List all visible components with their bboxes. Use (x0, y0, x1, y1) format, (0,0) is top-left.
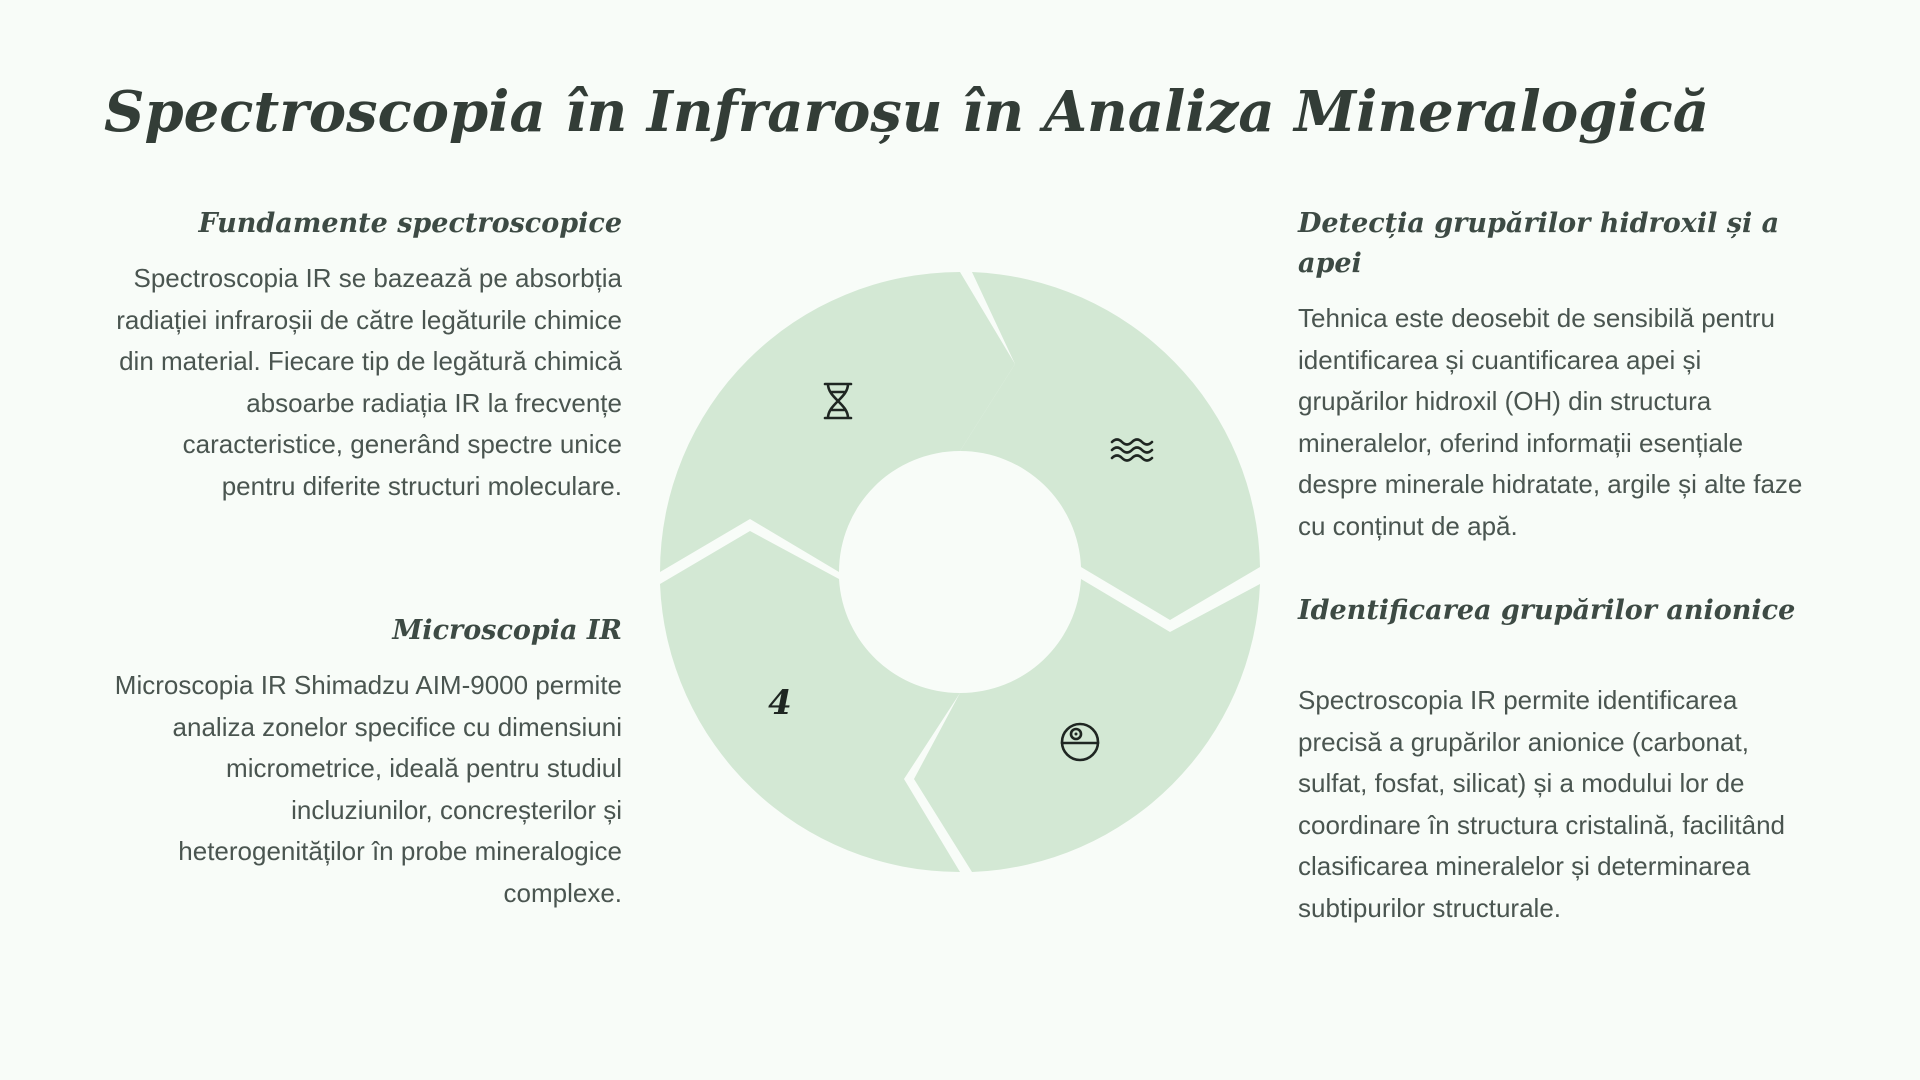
block-hidroxil (1298, 204, 1818, 548)
block-text: Spectroscopia IR permite identificarea precisă a grupărilor anionice (carbonat, sulfat, fosfat, silicat) și a modului lor de coordinare în structura cristalină, facilitând clasificarea mineralelor și determinarea subtipurilor structurale. (1298, 685, 1786, 923)
cycle-segment-top-left (660, 272, 1015, 572)
cycle-segment-right (960, 272, 1260, 620)
block-heading: Microscopia IR (392, 615, 622, 646)
block-heading: Identificarea grupărilor anionice (1298, 595, 1796, 626)
block-heading: Fundamente spectroscopice (198, 208, 622, 239)
block-anionice (1298, 591, 1818, 930)
cycle-diagram (650, 262, 1270, 882)
block-fundamente (104, 204, 622, 508)
block-text: Microscopia IR Shimadzu AIM-9000 permite analiza zonelor specifice cu dimensiuni micrometrice, ideală pentru studiul incluziunilor, concreșterilor și heterogenităților în probe mineralogice complexe. (114, 670, 622, 908)
cycle-segment-bottom-left (660, 531, 960, 872)
block-text: Tehnica este deosebit de sensibilă pentru identificarea și cuantificarea apei și grupărilor hidroxil (OH) din structura mineralelor, oferind informații esențiale despre minerale hidratate, argile și alte faze cu conținut de apă. (1298, 303, 1803, 541)
block-microscopia (104, 611, 622, 915)
block-heading: Detecția grupărilor hidroxil și a apei (1298, 208, 1780, 279)
number-four-icon: 4 (768, 683, 792, 723)
page-title: Spectroscopia în Infraroșu în Analiza Mineralogică (104, 79, 1709, 145)
block-text: Spectroscopia IR se bazează pe absorbția radiației infraroșii de către legăturile chimice din material. Fiecare tip de legătură chimică absoarbe radiația IR la frecvențe caracteristice, generând spectre unice pentru diferite structuri moleculare. (116, 263, 622, 501)
